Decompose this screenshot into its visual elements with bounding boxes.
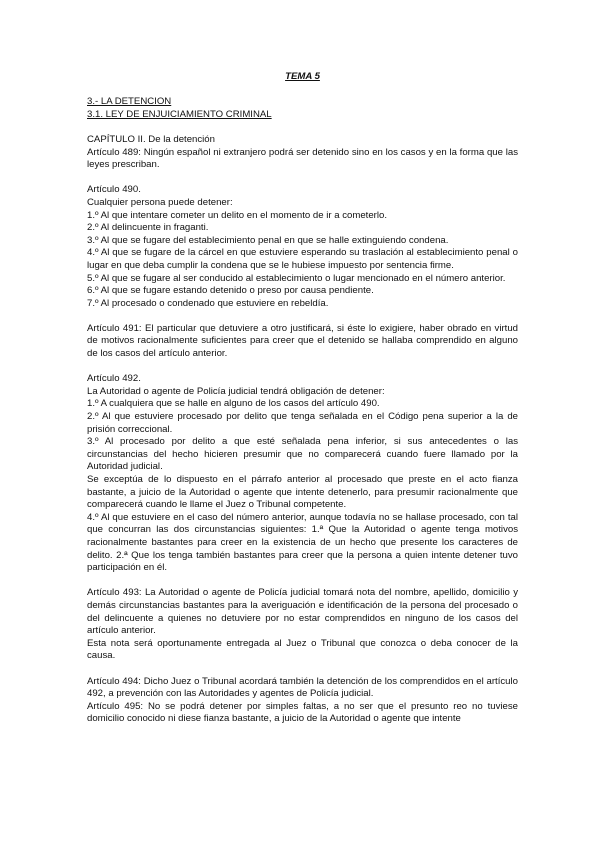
article-490-item: 6.º Al que se fugare estando detenido o preso por causa pendiente. bbox=[87, 285, 374, 297]
spacer bbox=[87, 172, 518, 185]
document-body bbox=[87, 71, 518, 726]
tema-title: TEMA 5 bbox=[285, 71, 320, 82]
article-490-title: Artículo 490. bbox=[87, 184, 141, 196]
article-492-item: 2.º Al que estuviere procesado por delito que tenga señalada en el Código pena superior a la de prisión correccional. bbox=[87, 411, 518, 435]
spacer bbox=[87, 121, 518, 134]
chapter-heading: CAPÍTULO II. De la detención bbox=[87, 133, 215, 145]
article-492-item: 1.º A cualquiera que se halle en alguno de los casos del artículo 490. bbox=[87, 398, 380, 410]
spacer bbox=[87, 575, 518, 588]
article-490-intro: Cualquier persona puede detener: bbox=[87, 196, 233, 208]
article-490-item: 1.º Al que intentare cometer un delito en el momento de ir a cometerlo. bbox=[87, 209, 388, 221]
spacer bbox=[87, 310, 518, 323]
article-489: Artículo 489: Ningún español ni extranjero podrá ser detenido sino en los casos y en la forma que las leyes prescriban. bbox=[87, 146, 518, 171]
article-492-item: 3.º Al procesado por delito a que esté señalada pena inferior, si sus antecedentes o las circunstancias del hecho hicieren presumir que no comparecerá cuando fuere llamado por la Autoridad judicial. bbox=[87, 436, 518, 473]
article-491: Artículo 491: El particular que detuviere a otro justificará, si éste lo exigiere, haber obrado en virtud de motivos racionalmente suficientes para creer que el detenido se hallaba comprendido en alguno de los casos del artículo anterior. bbox=[87, 322, 518, 360]
article-490-item: 4.º Al que se fugare de la cárcel en que estuviere esperando su traslación al establecimiento penal o lugar en que deba cumplir la condena que se le hubiese impuesto por sentencia firme. bbox=[87, 247, 518, 271]
article-490-item: 5.º Al que se fugare al ser conducido al establecimiento o lugar mencionado en el número anterior. bbox=[87, 272, 506, 284]
article-495: Artículo 495: No se podrá detener por simples faltas, a no ser que el presunto reo no tuviese domicilio conocido ni diese fianza bastante, a juicio de la Autoridad o agente que intente bbox=[87, 700, 518, 725]
article-492-item: Se exceptúa de lo dispuesto en el párrafo anterior al procesado que preste en el acto fianza bastante, a juicio de la Autoridad o agente que intente detenerlo, para presumir racionalmente que comparecerá cuando le llame el Juez o Tribunal competente. bbox=[87, 474, 518, 511]
spacer bbox=[87, 361, 518, 374]
article-492-intro: La Autoridad o agente de Policía judicial tendrá obligación de detener: bbox=[87, 385, 385, 397]
article-490-item: 7.º Al procesado o condenado que estuviere en rebeldía. bbox=[87, 297, 329, 309]
article-493-note: Esta nota será oportunamente entregada al Juez o Tribunal que conozca o deba conocer de la causa. bbox=[87, 637, 518, 662]
article-494: Artículo 494: Dicho Juez o Tribunal acordará también la detención de los comprendidos en el artículo 492, a prevención con las Autoridades y agentes de Policía judicial. bbox=[87, 675, 518, 700]
article-492-item: 4.º Al que estuviere en el caso del número anterior, aunque todavía no se hallase procesado, con tal que concurran las dos circunstancias siguientes: 1.ª Que la Autoridad o agente tenga motivos racionalmente bastantes para creer en la existencia de un hecho que presente los caracteres de delito. 2.ª Que los tenga también bastantes para creer que la persona a quien intente detener tuvo participación en él. bbox=[87, 511, 518, 574]
spacer bbox=[87, 663, 518, 676]
article-490-item: 3.º Al que se fugare del establecimiento penal en que se halle extinguiendo condena. bbox=[87, 234, 449, 246]
section-heading: 3.- LA DETENCION bbox=[87, 96, 172, 108]
article-492-title: Artículo 492. bbox=[87, 373, 141, 385]
spacer bbox=[87, 84, 518, 97]
article-490-item: 2.º Al delincuente in fraganti. bbox=[87, 222, 209, 234]
article-493: Artículo 493: La Autoridad o agente de Policía judicial tomará nota del nombre, apellido, domicilio y demás circunstancias bastantes para la averiguación e identificación de la persona del procesado o del delincuente a quienes no detuviere por no estar comprendidos en ninguno de los casos del artículo anterior. bbox=[87, 587, 518, 637]
subsection-heading: 3.1. LEY DE ENJUICIAMIENTO CRIMINAL bbox=[87, 108, 272, 120]
